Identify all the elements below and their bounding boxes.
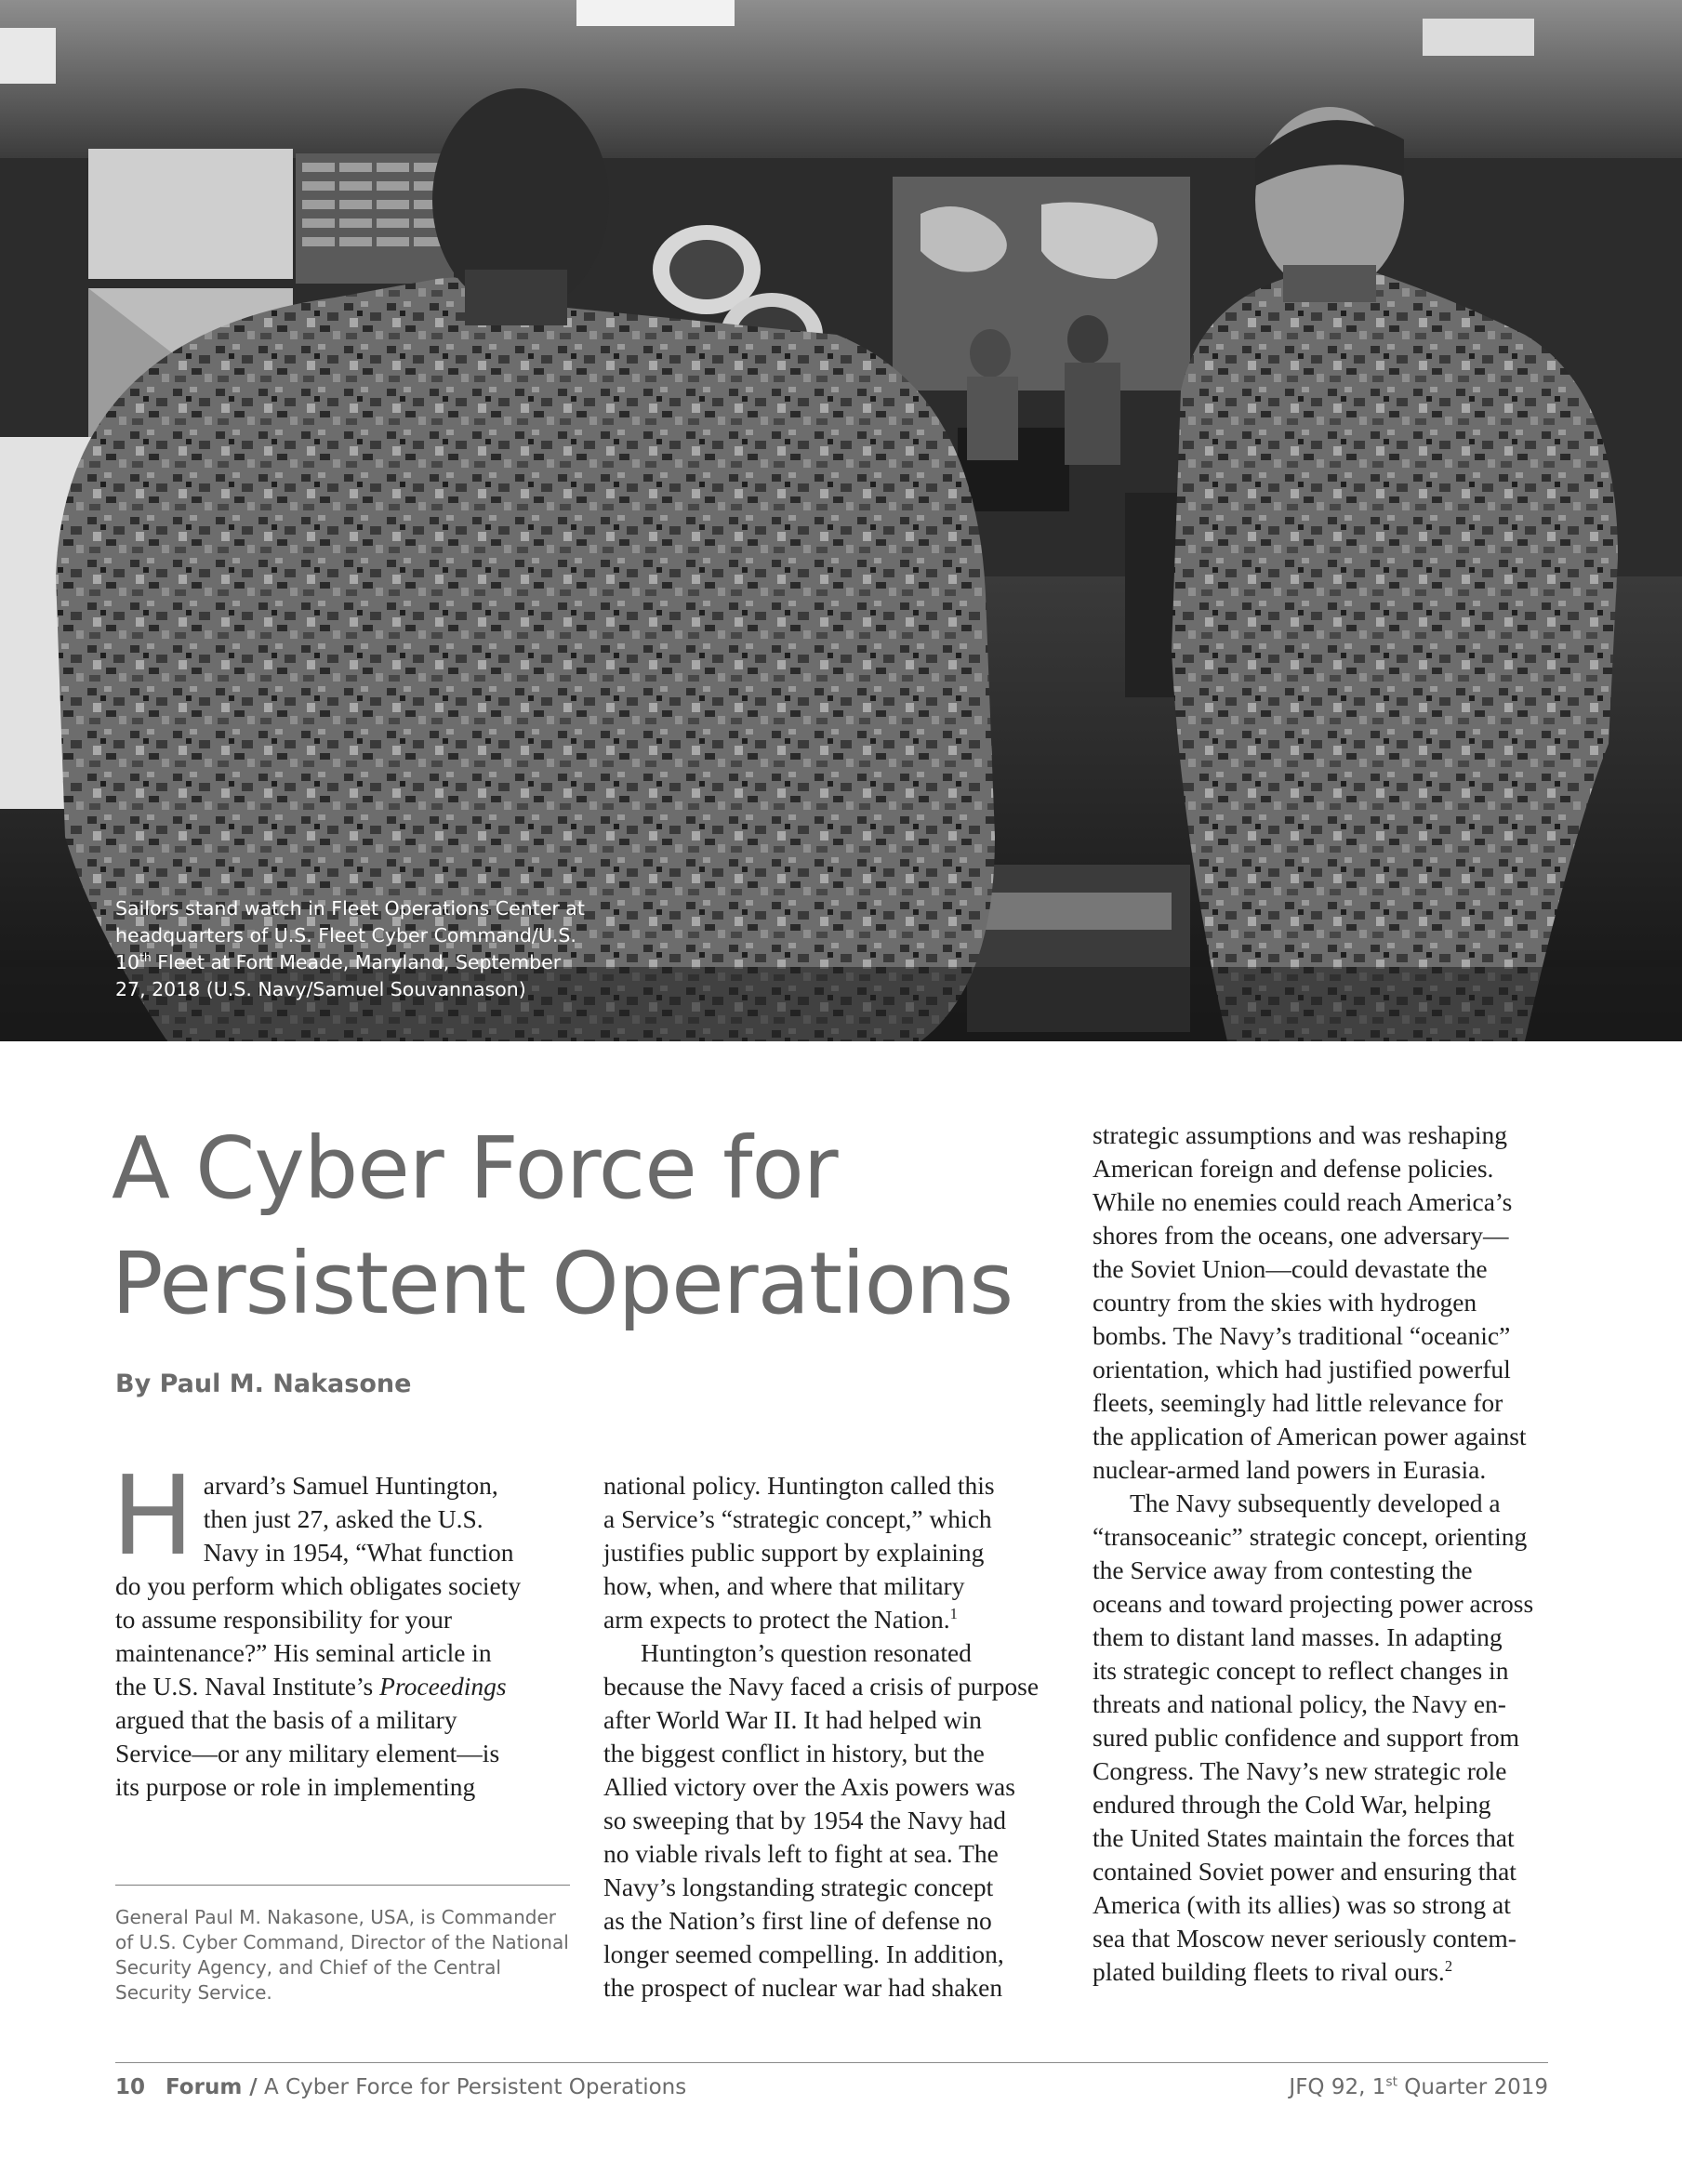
caption-line bbox=[115, 949, 599, 976]
article-title bbox=[112, 1111, 1079, 1342]
text-line: sea that Moscow never seriously contem- bbox=[1093, 1924, 1516, 1952]
text-line: “transoceanic” strategic concept, orienting bbox=[1093, 1522, 1528, 1551]
text-line: maintenance?” His seminal article in bbox=[115, 1638, 492, 1667]
text-line: the biggest conflict in history, but the bbox=[603, 1739, 985, 1767]
text-line: Navy’s longstanding strategic concept bbox=[603, 1873, 994, 1901]
text-line: no viable rivals left to fight at sea. The bbox=[603, 1839, 999, 1868]
text-line: argued that the basis of a military bbox=[115, 1705, 457, 1734]
author-bio bbox=[115, 1905, 580, 2005]
text-line: threats and national policy, the Navy en- bbox=[1093, 1689, 1506, 1718]
running-footer bbox=[115, 2075, 686, 2099]
text-line: as the Nation’s first line of defense no bbox=[603, 1906, 992, 1935]
text-line: the Service away from contesting the bbox=[1093, 1555, 1473, 1584]
text-line: bombs. The Navy’s traditional “oceanic” bbox=[1093, 1321, 1511, 1350]
section-name: Forum / bbox=[166, 2075, 258, 2099]
text-run: the U.S. Naval Institute’s bbox=[115, 1672, 380, 1701]
bio-line: Security Service. bbox=[115, 1981, 272, 2004]
bio-line: General Paul M. Nakasone, USA, is Commander bbox=[115, 1906, 556, 1928]
paragraph bbox=[112, 1451, 573, 1804]
text-line: the United States maintain the forces that bbox=[1093, 1823, 1515, 1852]
text-line: While no enemies could reach America’s bbox=[1093, 1187, 1513, 1216]
photo-caption bbox=[115, 895, 599, 1003]
body-column-3 bbox=[1093, 1118, 1553, 1989]
footer-divider bbox=[115, 2062, 1548, 2063]
text-line: nuclear-armed land powers in Eurasia. bbox=[1093, 1455, 1487, 1484]
text-line: to assume responsibility for your bbox=[115, 1605, 453, 1634]
text-line: the application of American power against bbox=[1093, 1422, 1527, 1450]
caption-line: Sailors stand watch in Fleet Operations Center at bbox=[115, 897, 585, 920]
bio-line: Security Agency, and Chief of the Central bbox=[115, 1956, 501, 1979]
paragraph bbox=[603, 1636, 1059, 2005]
title-line: A Cyber Force for bbox=[112, 1118, 838, 1218]
text-line: Navy in 1954, “What function bbox=[203, 1538, 514, 1567]
text-line: its strategic concept to reflect changes in bbox=[1093, 1656, 1509, 1685]
publication-name: Proceedings bbox=[379, 1672, 507, 1701]
text-line: America (with its allies) was so strong at bbox=[1093, 1890, 1511, 1919]
footnote-ref[interactable]: 2 bbox=[1444, 1956, 1453, 1975]
body-column-1 bbox=[112, 1451, 573, 1804]
byline: By Paul M. Nakasone bbox=[115, 1370, 412, 1398]
caption-text: 10 bbox=[115, 951, 140, 973]
text-line: Huntington’s question resonated bbox=[641, 1638, 972, 1667]
text-line: because the Navy faced a crisis of purpose bbox=[603, 1672, 1040, 1701]
footnote-ref[interactable]: 1 bbox=[949, 1604, 958, 1622]
text-line: fleets, seemingly had little relevance for bbox=[1093, 1388, 1503, 1417]
journal-text: Quarter 2019 bbox=[1397, 2075, 1548, 2099]
title-line: Persistent Operations bbox=[112, 1234, 1013, 1333]
text-line: Service—or any military element—is bbox=[115, 1739, 500, 1767]
running-title: A Cyber Force for Persistent Operations bbox=[257, 2075, 687, 2099]
text-run: arm expects to protect the Nation. bbox=[603, 1605, 950, 1634]
text-line: justifies public support by explaining bbox=[603, 1538, 985, 1567]
text-line: longer seemed compelling. In addition, bbox=[603, 1939, 1004, 1968]
journal-issue bbox=[1289, 2075, 1548, 2099]
text-line: orientation, which had justified powerful bbox=[1093, 1355, 1511, 1383]
header-photo bbox=[0, 0, 1682, 1041]
caption-superscript: th bbox=[139, 951, 152, 965]
paragraph bbox=[1093, 1118, 1553, 1487]
text-line: the Soviet Union—could devastate the bbox=[1093, 1254, 1488, 1283]
text-line: national policy. Huntington called this bbox=[603, 1471, 995, 1500]
text-line: then just 27, asked the U.S. bbox=[203, 1504, 483, 1533]
caption-line: 27, 2018 (U.S. Navy/Samuel Souvannason) bbox=[115, 978, 526, 1000]
text-line: the prospect of nuclear war had shaken bbox=[603, 1973, 1003, 2002]
text-line: strategic assumptions and was reshaping bbox=[1093, 1120, 1508, 1149]
caption-text: Fleet at Fort Meade, Maryland, September bbox=[151, 951, 562, 973]
text-line bbox=[603, 1603, 1059, 1636]
text-line: arvard’s Samuel Huntington, bbox=[203, 1471, 498, 1500]
text-run: plated building fleets to rival ours. bbox=[1093, 1957, 1445, 1986]
text-line: so sweeping that by 1954 the Navy had bbox=[603, 1806, 1007, 1834]
text-line: American foreign and defense policies. bbox=[1093, 1154, 1494, 1183]
body-column-2 bbox=[603, 1469, 1059, 2005]
operations-center-photo bbox=[0, 0, 1682, 1041]
paragraph bbox=[1093, 1487, 1553, 1989]
text-line: The Navy subsequently developed a bbox=[1130, 1489, 1501, 1517]
journal-text: JFQ 92, 1 bbox=[1289, 2075, 1386, 2099]
page-number: 10 bbox=[115, 2075, 146, 2099]
text-line bbox=[1093, 1955, 1553, 1989]
text-line: them to distant land masses. In adapting bbox=[1093, 1622, 1503, 1651]
text-line: Congress. The Navy’s new strategic role bbox=[1093, 1756, 1507, 1785]
bio-divider bbox=[115, 1885, 570, 1886]
text-line: sured public confidence and support from bbox=[1093, 1723, 1519, 1752]
text-line: country from the skies with hydrogen bbox=[1093, 1288, 1477, 1317]
text-line: oceans and toward projecting power across bbox=[1093, 1589, 1534, 1618]
text-line: how, when, and where that military bbox=[603, 1571, 965, 1600]
text-line: contained Soviet power and ensuring that bbox=[1093, 1857, 1516, 1886]
text-line: after World War II. It had helped win bbox=[603, 1705, 982, 1734]
text-line: Allied victory over the Axis powers was bbox=[603, 1772, 1015, 1801]
journal-superscript: st bbox=[1385, 2074, 1397, 2090]
text-line: a Service’s “strategic concept,” which bbox=[603, 1504, 992, 1533]
text-line: endured through the Cold War, helping bbox=[1093, 1790, 1491, 1819]
text-line bbox=[115, 1670, 573, 1703]
caption-line: headquarters of U.S. Fleet Cyber Command/U.S. bbox=[115, 924, 576, 946]
text-line: shores from the oceans, one adversary— bbox=[1093, 1221, 1509, 1250]
paragraph bbox=[603, 1469, 1059, 1636]
text-line: its purpose or role in implementing bbox=[115, 1772, 476, 1801]
text-line: do you perform which obligates society bbox=[115, 1571, 522, 1600]
bio-line: of U.S. Cyber Command, Director of the National bbox=[115, 1931, 569, 1953]
drop-cap: H bbox=[112, 1451, 194, 1580]
